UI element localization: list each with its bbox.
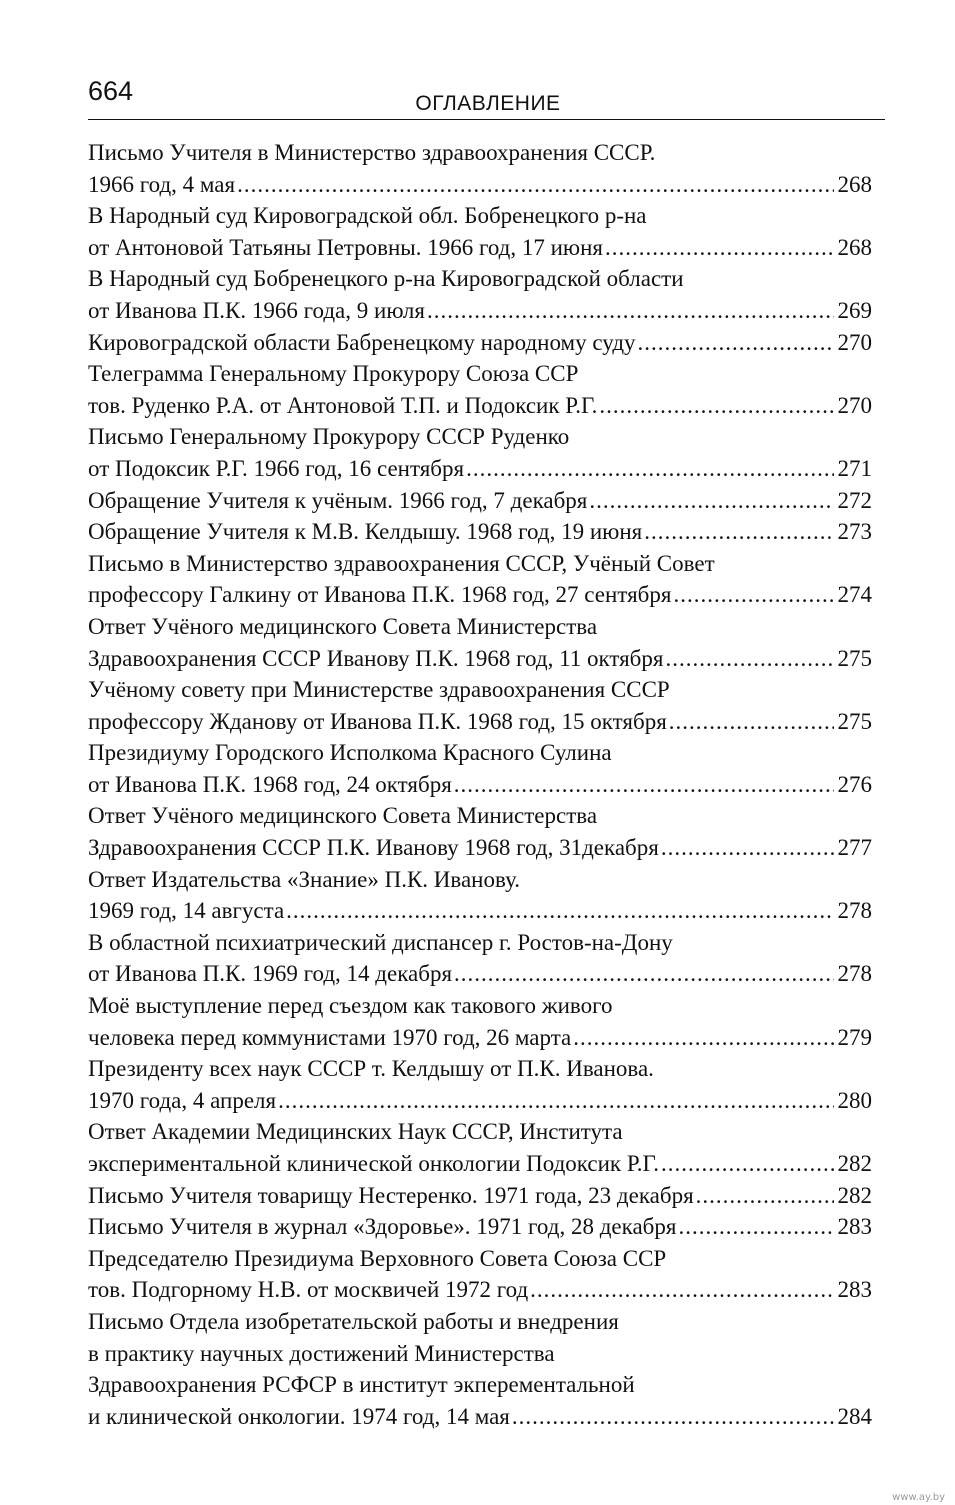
toc-entry-line: Здравоохранения РСФСР в институт экперементальной [88, 1372, 635, 1398]
toc-entry [88, 137, 872, 200]
dot-leader [669, 706, 834, 738]
toc-entry-title: профессору Галкину от Иванова П.К. 1968 год, 27 сентября [88, 582, 672, 608]
toc-entry-page: 275 [837, 645, 872, 671]
toc-entry [88, 358, 872, 421]
toc-entry-last-line [88, 1180, 872, 1212]
toc-entry-page: 272 [837, 487, 872, 513]
toc-entry-last-line [88, 1085, 872, 1117]
toc-entry-title: тов. Руденко Р.А. от Антоновой Т.П. и Подоксик Р.Г. [88, 392, 598, 418]
toc-entry-last-line [88, 706, 872, 738]
dot-leader [644, 516, 833, 548]
toc-entry-last-line [88, 769, 872, 801]
toc-entry-page: 279 [837, 1024, 872, 1050]
toc-entry-title: экспериментальной клинической онкологии Подоксик Р.Г. [88, 1151, 659, 1176]
toc-entry-line: Письмо в Министерство здравоохранения СССР, Учёный Совет [88, 550, 715, 576]
toc-entry-last-line [88, 232, 872, 264]
toc-entry-page: 283 [837, 1214, 872, 1240]
toc-entry-page: 270 [837, 392, 872, 418]
header-rule [88, 119, 885, 120]
dot-leader [466, 453, 833, 485]
toc-entry-last-line [88, 295, 872, 327]
dot-leader [673, 579, 833, 611]
dot-leader [678, 1211, 833, 1243]
toc-entry [88, 516, 872, 548]
toc-entry-last-line [88, 643, 872, 675]
toc-entry-line: В областной психиатрический диспансер г. Ростов-на-Дону [88, 929, 673, 955]
toc-entry-page: 283 [837, 1277, 872, 1303]
toc-entry-line: Письмо Учителя в Министерство здравоохранения СССР. [88, 140, 656, 165]
toc-entry-title: Письмо Учителя в журнал «Здоровье». 1971 год, 28 декабря [88, 1214, 677, 1240]
toc-entry-line: Телеграмма Генеральному Прокурору Союза ССР [88, 361, 579, 387]
toc-entry-line: Моё выступление перед съездом как такового живого [88, 993, 613, 1019]
toc-entry-line: Учёному совету при Министерстве здравоохранения СССР [88, 677, 670, 703]
toc-entry-last-line [88, 1274, 872, 1306]
toc-entry [88, 1053, 872, 1116]
toc-entry-page: 271 [837, 455, 872, 481]
toc-entry-line: Председателю Президиума Верховного Совета Союза ССР [88, 1245, 667, 1271]
toc-entry-title: Обращение Учителя к М.В. Келдышу. 1968 год, 19 июня [88, 519, 643, 545]
toc-entry [88, 674, 872, 737]
toc-entry [88, 611, 872, 674]
toc-entry-last-line [88, 579, 872, 611]
toc-entry-title: профессору Жданову от Иванова П.К. 1968 год, 15 октября [88, 708, 667, 734]
toc-entry-line: В Народный суд Кировоградской обл. Бобренецкого р-на [88, 203, 647, 229]
toc-entry [88, 1180, 872, 1212]
toc-entry-line: Президиуму Городского Исполкома Красного Сулина [88, 740, 612, 766]
toc-entry-last-line [88, 832, 872, 864]
toc-entry-page: 274 [837, 582, 872, 608]
toc-entry-title: Кировоградской области Бабренецкому народному суду [88, 329, 636, 355]
toc-entry [88, 990, 872, 1053]
dot-leader [454, 769, 834, 801]
toc-entry-title: Обращение Учителя к учёным. 1966 год, 7 декабря [88, 487, 588, 513]
dot-leader [599, 390, 833, 422]
toc-entry-last-line [88, 1211, 872, 1243]
toc-entry-title: от Антоновой Татьяны Петровны. 1966 год, 17 июня [88, 234, 604, 260]
toc-entry-last-line [88, 958, 872, 990]
toc-entry-title: человека перед коммунистами 1970 год, 26 марта [88, 1024, 572, 1050]
dot-leader [638, 327, 834, 359]
toc-entry-last-line [88, 169, 872, 201]
toc-entry [88, 1116, 872, 1179]
toc-entry-line: Письмо Отдела изобретательской работы и внедрения [88, 1308, 619, 1334]
toc-entry [88, 548, 872, 611]
dot-leader [661, 1148, 834, 1180]
toc-entry-page: 269 [837, 297, 872, 323]
toc-entry-last-line [88, 453, 872, 485]
toc-entry-page: 282 [837, 1151, 872, 1176]
toc-entry-line: в практику научных достижений Министерства [88, 1340, 555, 1366]
toc-entry-last-line [88, 485, 872, 517]
toc-entry-last-line [88, 390, 872, 422]
toc-entry-title: от Иванова П.К. 1969 год, 14 декабря [88, 961, 453, 987]
dot-leader [696, 1180, 834, 1212]
toc-entry-title: Здравоохранения СССР Иванову П.К. 1968 год, 11 октября [88, 645, 664, 671]
dot-leader [512, 1401, 834, 1433]
toc-entry-page: 268 [837, 234, 872, 260]
toc-entry-page: 278 [837, 898, 872, 924]
toc-entry-line: Письмо Генеральному Прокурору СССР Руденко [88, 424, 570, 450]
dot-leader [286, 895, 833, 927]
toc-entry [88, 1306, 872, 1432]
toc-entry-line: В Народный суд Бобренецкого р-на Кировоградской области [88, 266, 684, 292]
dot-leader [665, 643, 833, 675]
toc-entry-title: Здравоохранения СССР П.К. Иванову 1968 год, 31декабря [88, 835, 659, 861]
dot-leader [573, 1022, 833, 1054]
toc-entry-title: от Иванова П.К. 1966 года, 9 июля [88, 297, 425, 323]
toc-entry-page: 268 [837, 171, 872, 197]
watermark: www.ay.by [892, 1492, 945, 1503]
toc-entry-title: и клинической онкологии. 1974 год, 14 мая [88, 1403, 510, 1429]
toc-entry-page: 273 [837, 519, 872, 545]
toc-entry [88, 864, 872, 927]
toc-entry-page: 280 [837, 1087, 872, 1113]
toc-entry-last-line [88, 1022, 872, 1054]
toc-entry-page: 278 [837, 961, 872, 987]
toc-entry-line: Ответ Издательства «Знание» П.К. Иванову. [88, 866, 521, 892]
toc-entry [88, 200, 872, 263]
toc-entry-title: 1970 года, 4 апреля [88, 1087, 277, 1113]
toc-entry-last-line [88, 516, 872, 548]
toc-entry-title: Письмо Учителя товарищу Нестеренко. 1971 года, 23 декабря [88, 1182, 694, 1208]
toc-entry [88, 1243, 872, 1306]
dot-leader [605, 232, 833, 264]
toc-entry-title: от Иванова П.К. 1968 год, 24 октября [88, 771, 452, 797]
toc-entry-page: 276 [837, 771, 872, 797]
toc-entry-title: 1969 год, 14 августа [88, 898, 285, 924]
dot-leader [589, 485, 833, 517]
toc-entry-last-line [88, 895, 872, 927]
toc-entry-line: Ответ Учёного медицинского Совета Министерства [88, 803, 598, 829]
toc-entry-line: Президенту всех наук СССР т. Келдышу от П.К. Иванова. [88, 1056, 654, 1082]
page-number: 664 [88, 76, 134, 106]
toc-entry [88, 263, 872, 326]
toc-entry-page: 284 [837, 1403, 872, 1429]
toc-entry [88, 327, 872, 359]
toc-entry [88, 800, 872, 863]
dot-leader [454, 958, 833, 990]
table-of-contents [88, 137, 872, 1432]
toc-entry [88, 485, 872, 517]
dot-leader [278, 1085, 833, 1117]
toc-entry-page: 277 [837, 835, 872, 861]
toc-entry-last-line [88, 327, 872, 359]
dot-leader [427, 295, 834, 327]
toc-entry-page: 282 [837, 1182, 872, 1208]
dot-leader [237, 169, 833, 201]
dot-leader [661, 832, 834, 864]
running-title: ОГЛАВЛЕНИЕ [415, 92, 561, 115]
toc-entry-page: 275 [837, 708, 872, 734]
toc-entry-last-line [88, 1401, 872, 1433]
dot-leader [530, 1274, 833, 1306]
toc-entry [88, 421, 872, 484]
toc-entry-line: Ответ Академии Медицинских Наук СССР, Института [88, 1119, 623, 1145]
toc-entry-title: от Подоксик Р.Г. 1966 год, 16 сентября [88, 455, 465, 481]
toc-entry-title: тов. Подгорному Н.В. от москвичей 1972 год [88, 1277, 529, 1303]
toc-entry [88, 927, 872, 990]
toc-entry [88, 737, 872, 800]
toc-entry-title: 1966 год, 4 мая [88, 171, 236, 197]
toc-entry-page: 270 [837, 329, 872, 355]
toc-entry [88, 1211, 872, 1243]
toc-entry-last-line [88, 1148, 872, 1180]
toc-entry-line: Ответ Учёного медицинского Совета Министерства [88, 613, 598, 639]
